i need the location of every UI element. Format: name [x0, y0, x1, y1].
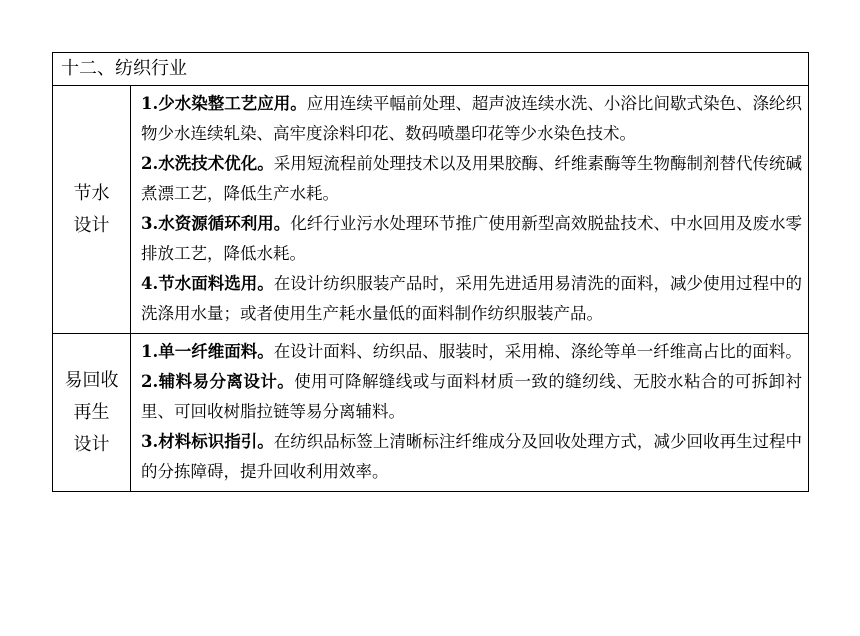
industry-requirements-table — [52, 52, 809, 492]
list-item — [141, 209, 802, 269]
item-text: 应用连续平幅前处理、超声波连续水洗、小浴比间歇式染色、涤纶织物少水连续轧染、高牢度涂料印花、数码喷墨印花等少水染色技术。 — [141, 94, 802, 143]
item-text: 在设计纺织服装产品时，采用先进适用易清洗的面料，减少使用过程中的洗涤用水量；或者使用生产耗水量低的面料制作纺织服装产品。 — [141, 274, 802, 323]
item-text: 使用可降解缝线或与面料材质一致的缝纫线、无胶水粘合的可拆卸衬里、可回收树脂拉链等易分离辅料。 — [141, 372, 802, 421]
row-label-line: 设计 — [73, 433, 110, 455]
row-label-recyclable — [53, 334, 131, 492]
row-content-recyclable — [131, 334, 809, 492]
list-item — [141, 149, 802, 209]
list-item — [141, 367, 802, 427]
item-title: 2.水洗技术优化。 — [141, 154, 274, 173]
row-content-water-saving — [131, 86, 809, 334]
item-title: 4.节水面料选用。 — [141, 274, 274, 293]
item-title: 1.单一纤维面料。 — [141, 342, 274, 361]
item-text: 在纺织品标签上清晰标注纤维成分及回收处理方式，减少回收再生过程中的分拣障碍，提升回收利用效率。 — [141, 432, 802, 481]
list-item — [141, 337, 802, 367]
item-title: 1.少水染整工艺应用。 — [141, 94, 307, 113]
row-label-line: 节水 — [73, 182, 110, 204]
section-header-row — [53, 53, 809, 86]
row-label-line: 设计 — [73, 214, 110, 236]
item-title: 2.辅料易分离设计。 — [141, 372, 295, 391]
row-label-line: 易回收 — [64, 369, 119, 391]
list-item — [141, 89, 802, 149]
table-row-water-saving — [53, 86, 809, 334]
item-text: 采用短流程前处理技术以及用果胶酶、纤维素酶等生物酶制剂替代传统碱煮漂工艺，降低生产水耗。 — [141, 154, 802, 203]
item-text: 在设计面料、纺织品、服装时，采用棉、涤纶等单一纤维高占比的面料。 — [273, 342, 802, 361]
section-title: 十二、纺织行业 — [53, 53, 809, 86]
row-label-water-saving — [53, 86, 131, 334]
item-title: 3.材料标识指引。 — [141, 432, 274, 451]
list-item — [141, 427, 802, 487]
row-label-line: 再生 — [73, 401, 110, 423]
item-title: 3.水资源循环利用。 — [141, 214, 291, 233]
table-row-recyclable — [53, 334, 809, 492]
list-item — [141, 269, 802, 329]
item-text: 化纤行业污水处理环节推广使用新型高效脱盐技术、中水回用及废水零排放工艺，降低水耗。 — [141, 214, 803, 263]
